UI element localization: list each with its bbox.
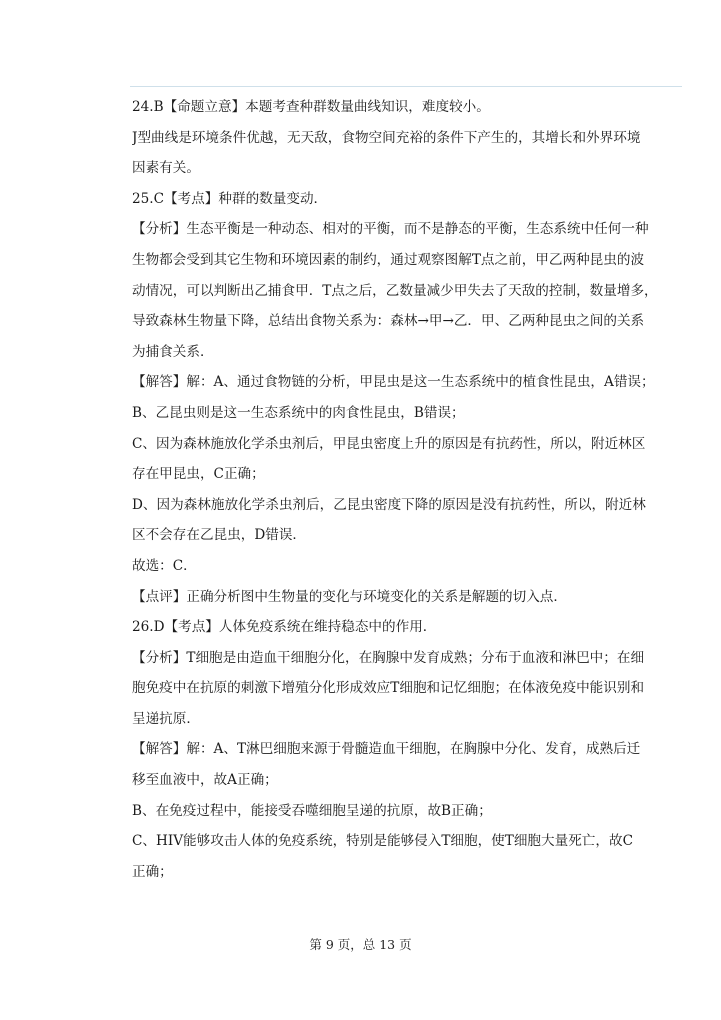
text-line: 导致森林生物量下降，总结出食物关系为：森林→甲→乙．甲、乙两种昆虫之间的关系 bbox=[132, 313, 645, 330]
text-line: 存在甲昆虫，C正确； bbox=[132, 466, 265, 483]
text-line: J型曲线是环境条件优越，无天敌，食物空间充裕的条件下产生的，其增长和外界环境 bbox=[132, 129, 641, 146]
text-line: 为捕食关系． bbox=[132, 343, 214, 360]
text-line: 故选：C． bbox=[132, 557, 197, 574]
text-line: 移至血液中，故A正确； bbox=[132, 772, 278, 789]
text-line: 因素有关。 bbox=[132, 160, 200, 177]
text-line: B、乙昆虫则是这一生态系统中的肉食性昆虫，B错误； bbox=[132, 404, 465, 421]
text-line: 【解答】解：A、通过食物链的分析，甲昆虫是这一生态系统中的植食性昆虫，A错误； bbox=[132, 374, 655, 391]
text-line: 24.B【命题立意】本题考查种群数量曲线知识，难度较小。 bbox=[132, 99, 490, 115]
text-line: 【分析】T细胞是由造血干细胞分化，在胸腺中发育成熟；分布于血液和淋巴中；在细 bbox=[132, 649, 645, 666]
text-line: C、HIV能够攻击人体的免疫系统，特别是能够侵入T细胞，使T细胞大量死亡，故C bbox=[132, 833, 633, 850]
text-line: 胞免疫中在抗原的刺激下增殖分化形成效应T细胞和记忆细胞；在体液免疫中能识别和 bbox=[132, 680, 645, 697]
text-line: 正确； bbox=[132, 863, 173, 880]
text-line: B、在免疫过程中，能接受吞噬细胞呈递的抗原，故B正确； bbox=[132, 802, 492, 819]
page-footer: 第 9 页，总 13 页 bbox=[309, 937, 412, 952]
header-rule bbox=[130, 86, 682, 87]
text-line: 26.D【考点】人体免疫系统在维持稳态中的作用． bbox=[132, 619, 437, 636]
text-line: 【点评】正确分析图中生物量的变化与环境变化的关系是解题的切入点． bbox=[132, 588, 567, 605]
text-line: 呈递抗原． bbox=[132, 710, 200, 727]
text-line: 【解答】解：A、T淋巴细胞来源于骨髓造血干细胞，在胸腺中分化、发育，成熟后迁 bbox=[132, 741, 641, 758]
text-line: 动情况，可以判断出乙捕食甲．T点之后，乙数量减少甲失去了天敌的控制，数量增多， bbox=[132, 282, 658, 299]
text-line: D、因为森林施放化学杀虫剂后，乙昆虫密度下降的原因是没有抗药性，所以，附近林 bbox=[132, 496, 646, 513]
text-line: 【分析】生态平衡是一种动态、相对的平衡，而不是静态的平衡，生态系统中任何一种 bbox=[132, 221, 649, 238]
text-line: 生物都会受到其它生物和环境因素的制约，通过观察图解T点之前，甲乙两种昆虫的波 bbox=[132, 251, 645, 268]
document-body bbox=[132, 92, 687, 887]
text-line: 25.C【考点】种群的数量变动． bbox=[132, 190, 328, 207]
text-line: 区不会存在乙昆虫，D错误． bbox=[132, 527, 307, 544]
text-line: C、因为森林施放化学杀虫剂后，甲昆虫密度上升的原因是有抗药性，所以，附近林区 bbox=[132, 435, 646, 452]
